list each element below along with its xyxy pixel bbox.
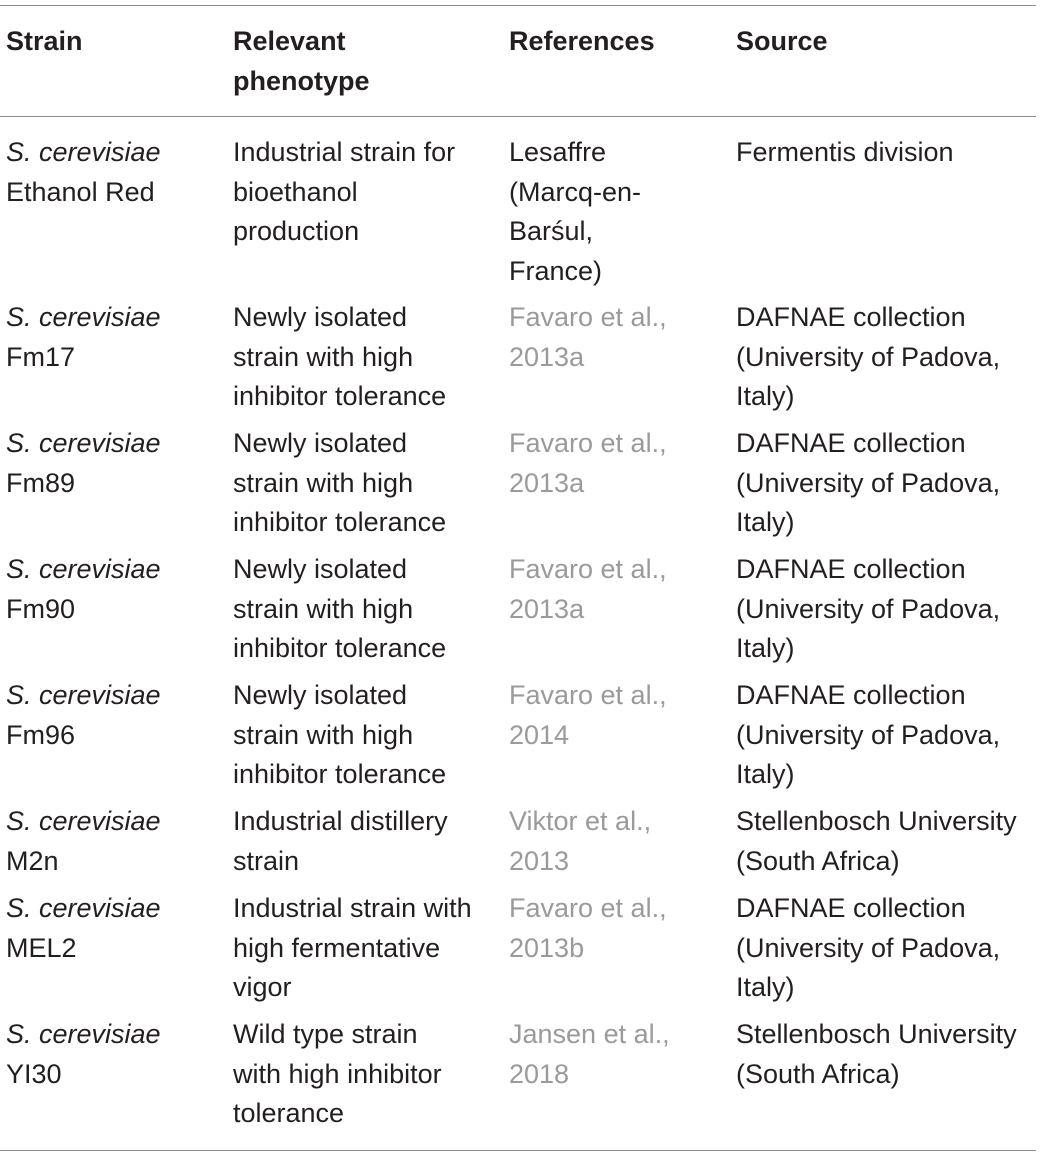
table-row-source: Stellenbosch University (South Africa) [736,806,1017,876]
table-row-strain [6,298,221,377]
strain-name: Fm17 [6,341,76,372]
strain-name: MEL2 [6,932,77,963]
table-row-strain [6,133,221,212]
species-name: S. cerevisiae [6,302,161,332]
table-row-source: DAFNAE collection (University of Padova, Italy) [736,554,1001,664]
species-name: S. cerevisiae [6,680,161,710]
table-row-reference-link[interactable]: Jansen et al., 2018 [509,1019,670,1089]
table-row-phenotype: Newly isolated strain with high inhibitor tolerance [233,302,447,412]
header-references: References [509,26,655,56]
table-row-phenotype: Newly isolated strain with high inhibitor tolerance [233,680,447,790]
strain-name: Fm90 [6,593,76,624]
table-row-phenotype: Wild type strain with high inhibitor tolerance [233,1019,442,1129]
table-row-strain [6,676,221,755]
table-row-strain [6,802,221,881]
strain-name: YI30 [6,1058,62,1089]
table-row-strain [6,889,221,968]
table-row-reference-link[interactable]: Favaro et al., 2014 [509,680,667,750]
header-phenotype: Relevant phenotype [233,26,370,96]
species-name: S. cerevisiae [6,137,161,167]
table-row-phenotype: Newly isolated strain with high inhibitor tolerance [233,554,447,664]
table-row-strain [6,424,221,503]
table-row-strain [6,550,221,629]
table-row-phenotype: Industrial strain with high fermentative vigor [233,893,472,1003]
table-row-strain [6,1015,221,1094]
strain-name: M2n [6,845,59,876]
table-row-phenotype: Industrial strain for bioethanol production [233,137,456,247]
header-divider-rule [0,116,1036,117]
table-row-reference-link[interactable]: Favaro et al., 2013a [509,554,667,624]
table-top-rule [0,5,1036,6]
table-row-phenotype: Newly isolated strain with high inhibitor tolerance [233,428,447,538]
table-row-source: Stellenbosch University (South Africa) [736,1019,1017,1089]
table-row-source: DAFNAE collection (University of Padova, Italy) [736,893,1001,1003]
table-bottom-rule [0,1150,1036,1151]
species-name: S. cerevisiae [6,893,161,923]
strain-name: Fm89 [6,467,76,498]
table-row-source: DAFNAE collection (University of Padova, Italy) [736,680,1001,790]
table-row-source: DAFNAE collection (University of Padova, Italy) [736,302,1001,412]
header-source: Source [736,26,828,56]
table-row-reference: Lesaffre (Marcq-en- Barśul, France) [509,137,642,286]
species-name: S. cerevisiae [6,554,161,584]
table-row-phenotype: Industrial distillery strain [233,806,448,876]
table-row-reference-link[interactable]: Favaro et al., 2013b [509,893,667,963]
strain-name: Fm96 [6,719,76,750]
strain-name: Ethanol Red [6,176,155,207]
table-row-reference-link[interactable]: Favaro et al., 2013a [509,428,667,498]
table-row-source: DAFNAE collection (University of Padova, Italy) [736,428,1001,538]
table-row-reference-link[interactable]: Favaro et al., 2013a [509,302,667,372]
table-row-reference-link[interactable]: Viktor et al., 2013 [509,806,652,876]
species-name: S. cerevisiae [6,806,161,836]
species-name: S. cerevisiae [6,428,161,458]
table-row-source: Fermentis division [736,137,954,167]
header-strain: Strain [6,26,83,56]
species-name: S. cerevisiae [6,1019,161,1049]
